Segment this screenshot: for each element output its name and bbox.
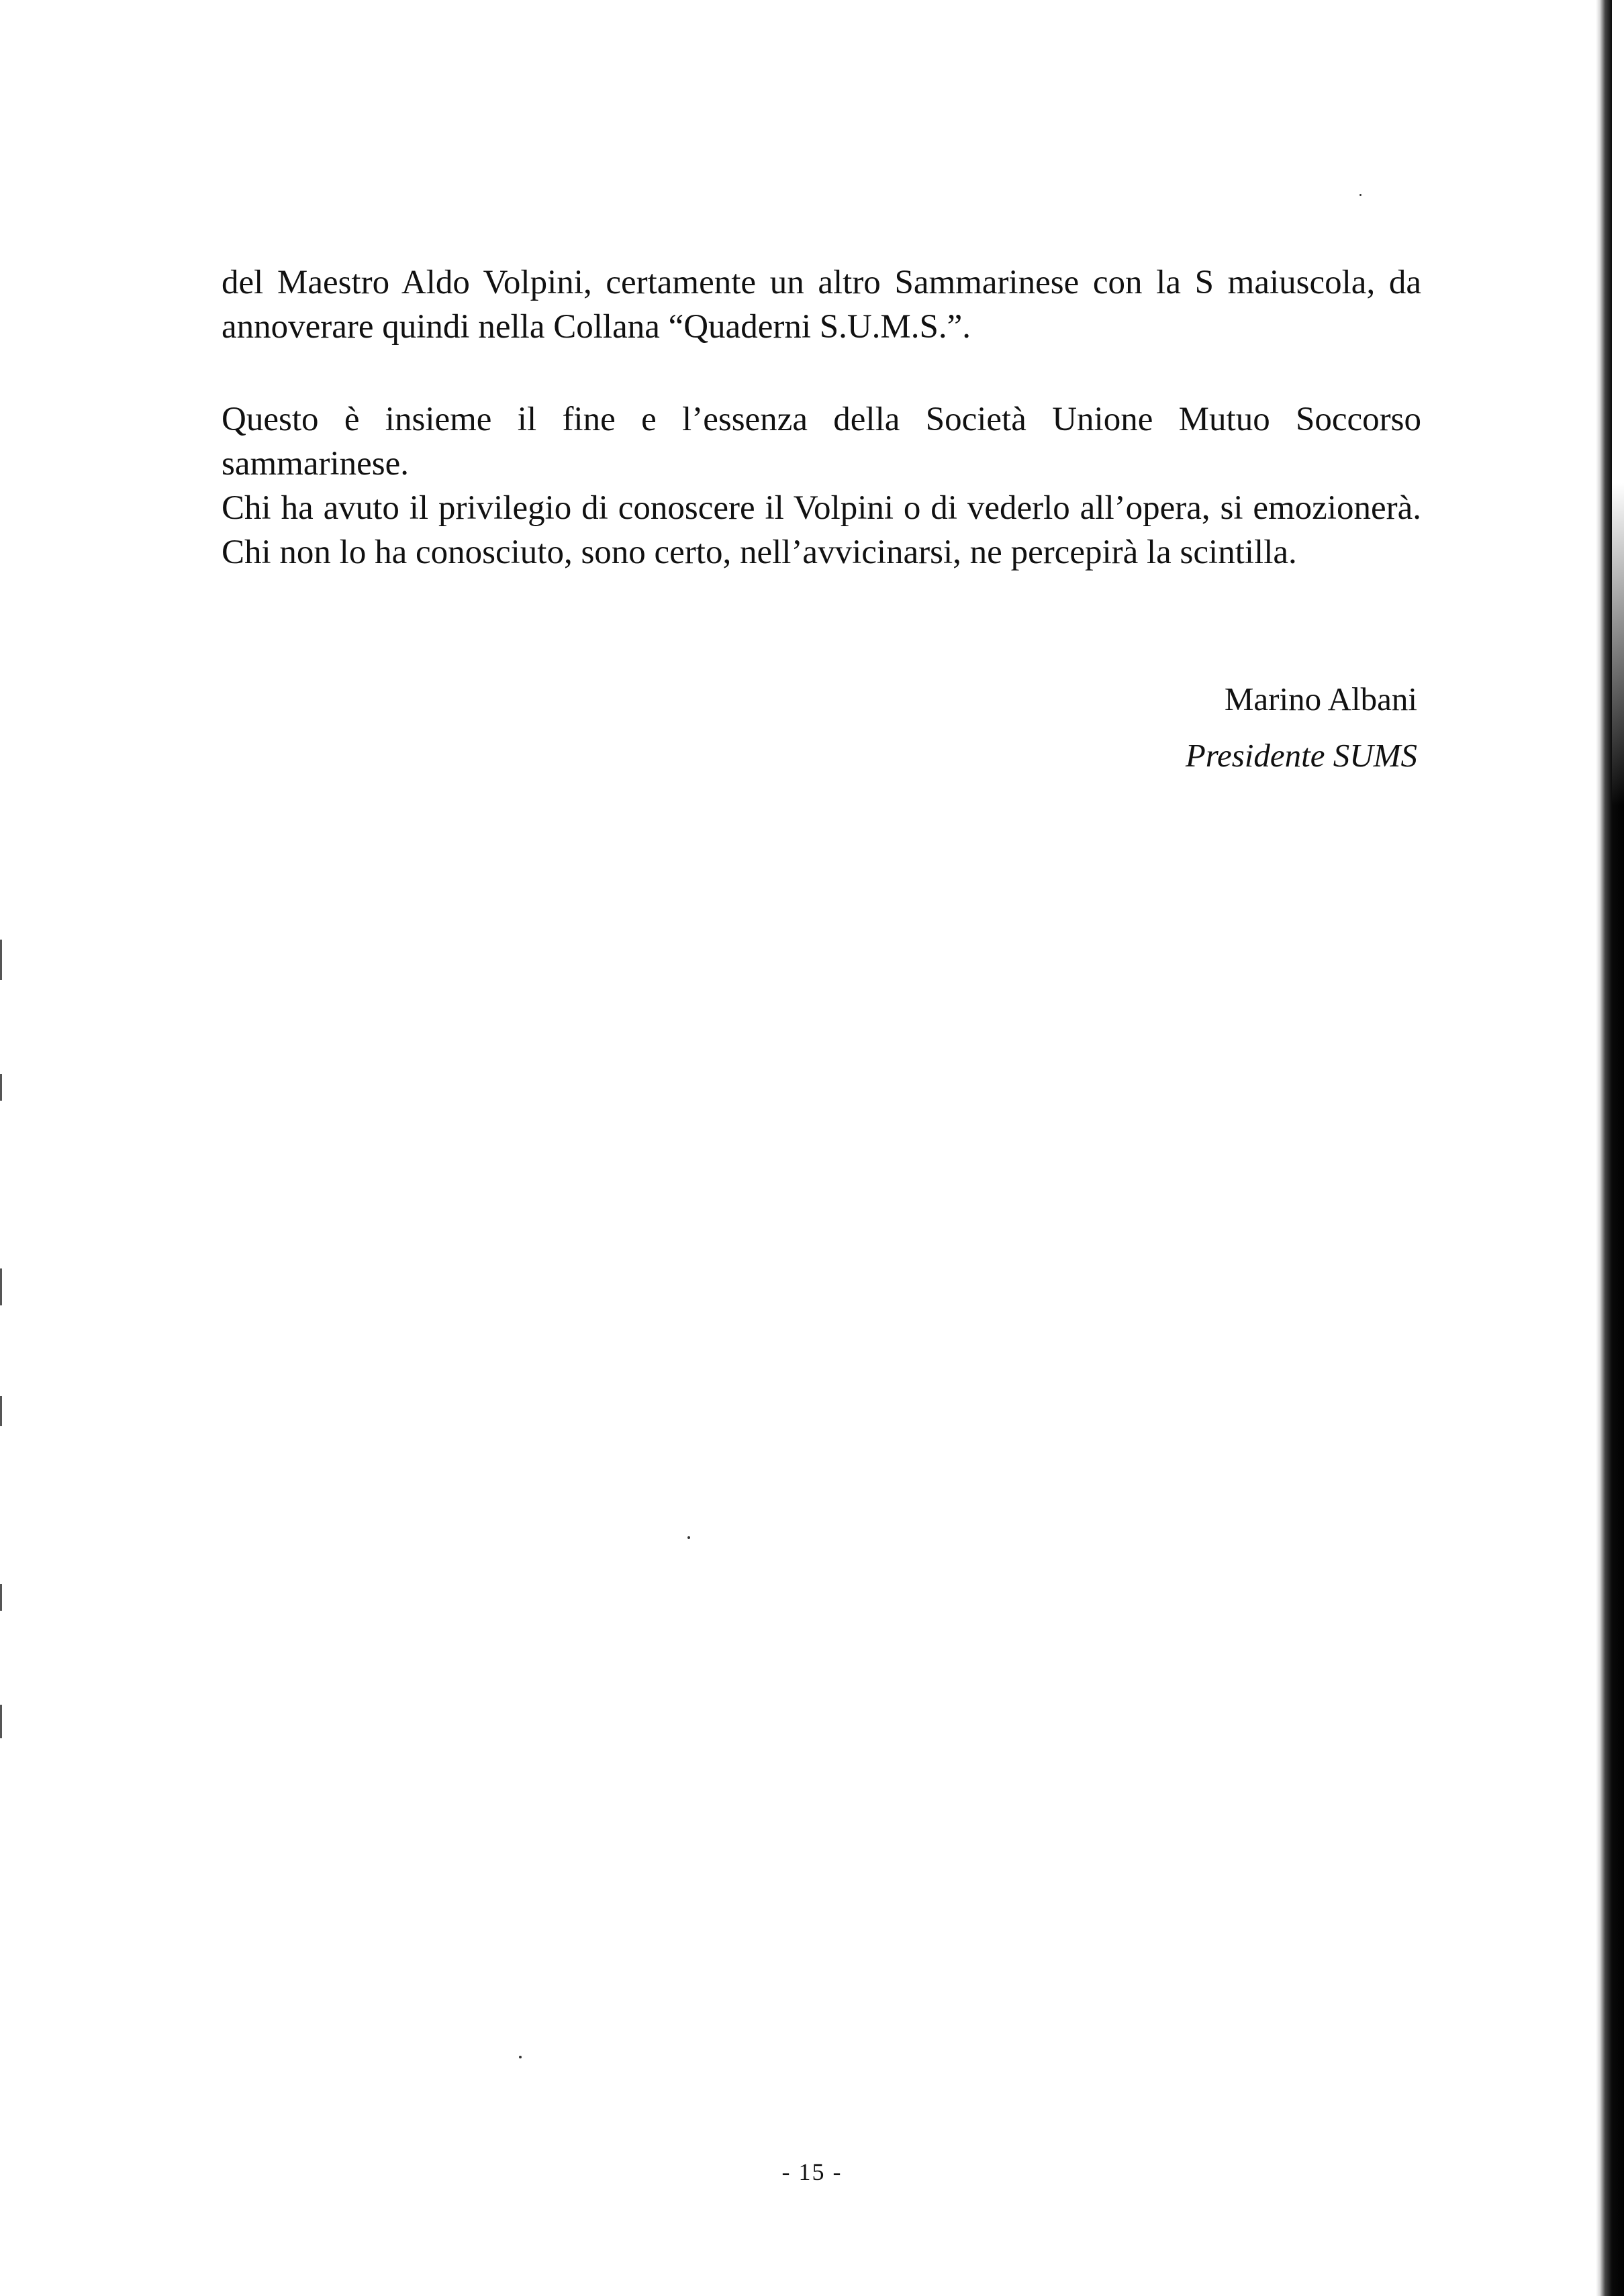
page-number: - 15 - bbox=[781, 2158, 843, 2185]
paragraph-purpose: Questo è insieme il fine e l’essenza della Società Unione Mutuo Soccorso sammarinese. bbox=[222, 401, 1421, 483]
paragraph-closing: Chi ha avuto il privilegio di conoscere il Volpini o di vederlo all’opera, si emozionerà. Chi non lo ha conosciuto, sono certo, nell’avvicinarsi, ne percepirà la scintilla. bbox=[222, 489, 1421, 571]
scan-edge-fade bbox=[1612, 0, 1624, 805]
scan-artifact bbox=[0, 1705, 2, 1738]
body-text bbox=[222, 260, 1421, 575]
scan-artifact bbox=[0, 1074, 2, 1101]
signature-block bbox=[1186, 671, 1417, 784]
signature-role: Presidente SUMS bbox=[1185, 737, 1417, 774]
paragraph-intro: del Maestro Aldo Volpini, certamente un altro Sammarinese con la S maiuscola, da annoverare quindi nella Collana “Quaderni S.U.M.S.”. bbox=[222, 264, 1421, 346]
scan-artifact bbox=[0, 940, 2, 980]
paragraph-spacer bbox=[222, 349, 1421, 397]
scan-speck bbox=[1359, 194, 1362, 196]
scan-artifact bbox=[0, 1396, 2, 1426]
scan-speck bbox=[687, 1536, 690, 1539]
scan-speck bbox=[519, 2056, 522, 2058]
signature-name: Marino Albani bbox=[1224, 681, 1417, 717]
scan-artifact bbox=[0, 1268, 2, 1305]
scan-artifact bbox=[0, 1584, 2, 1611]
